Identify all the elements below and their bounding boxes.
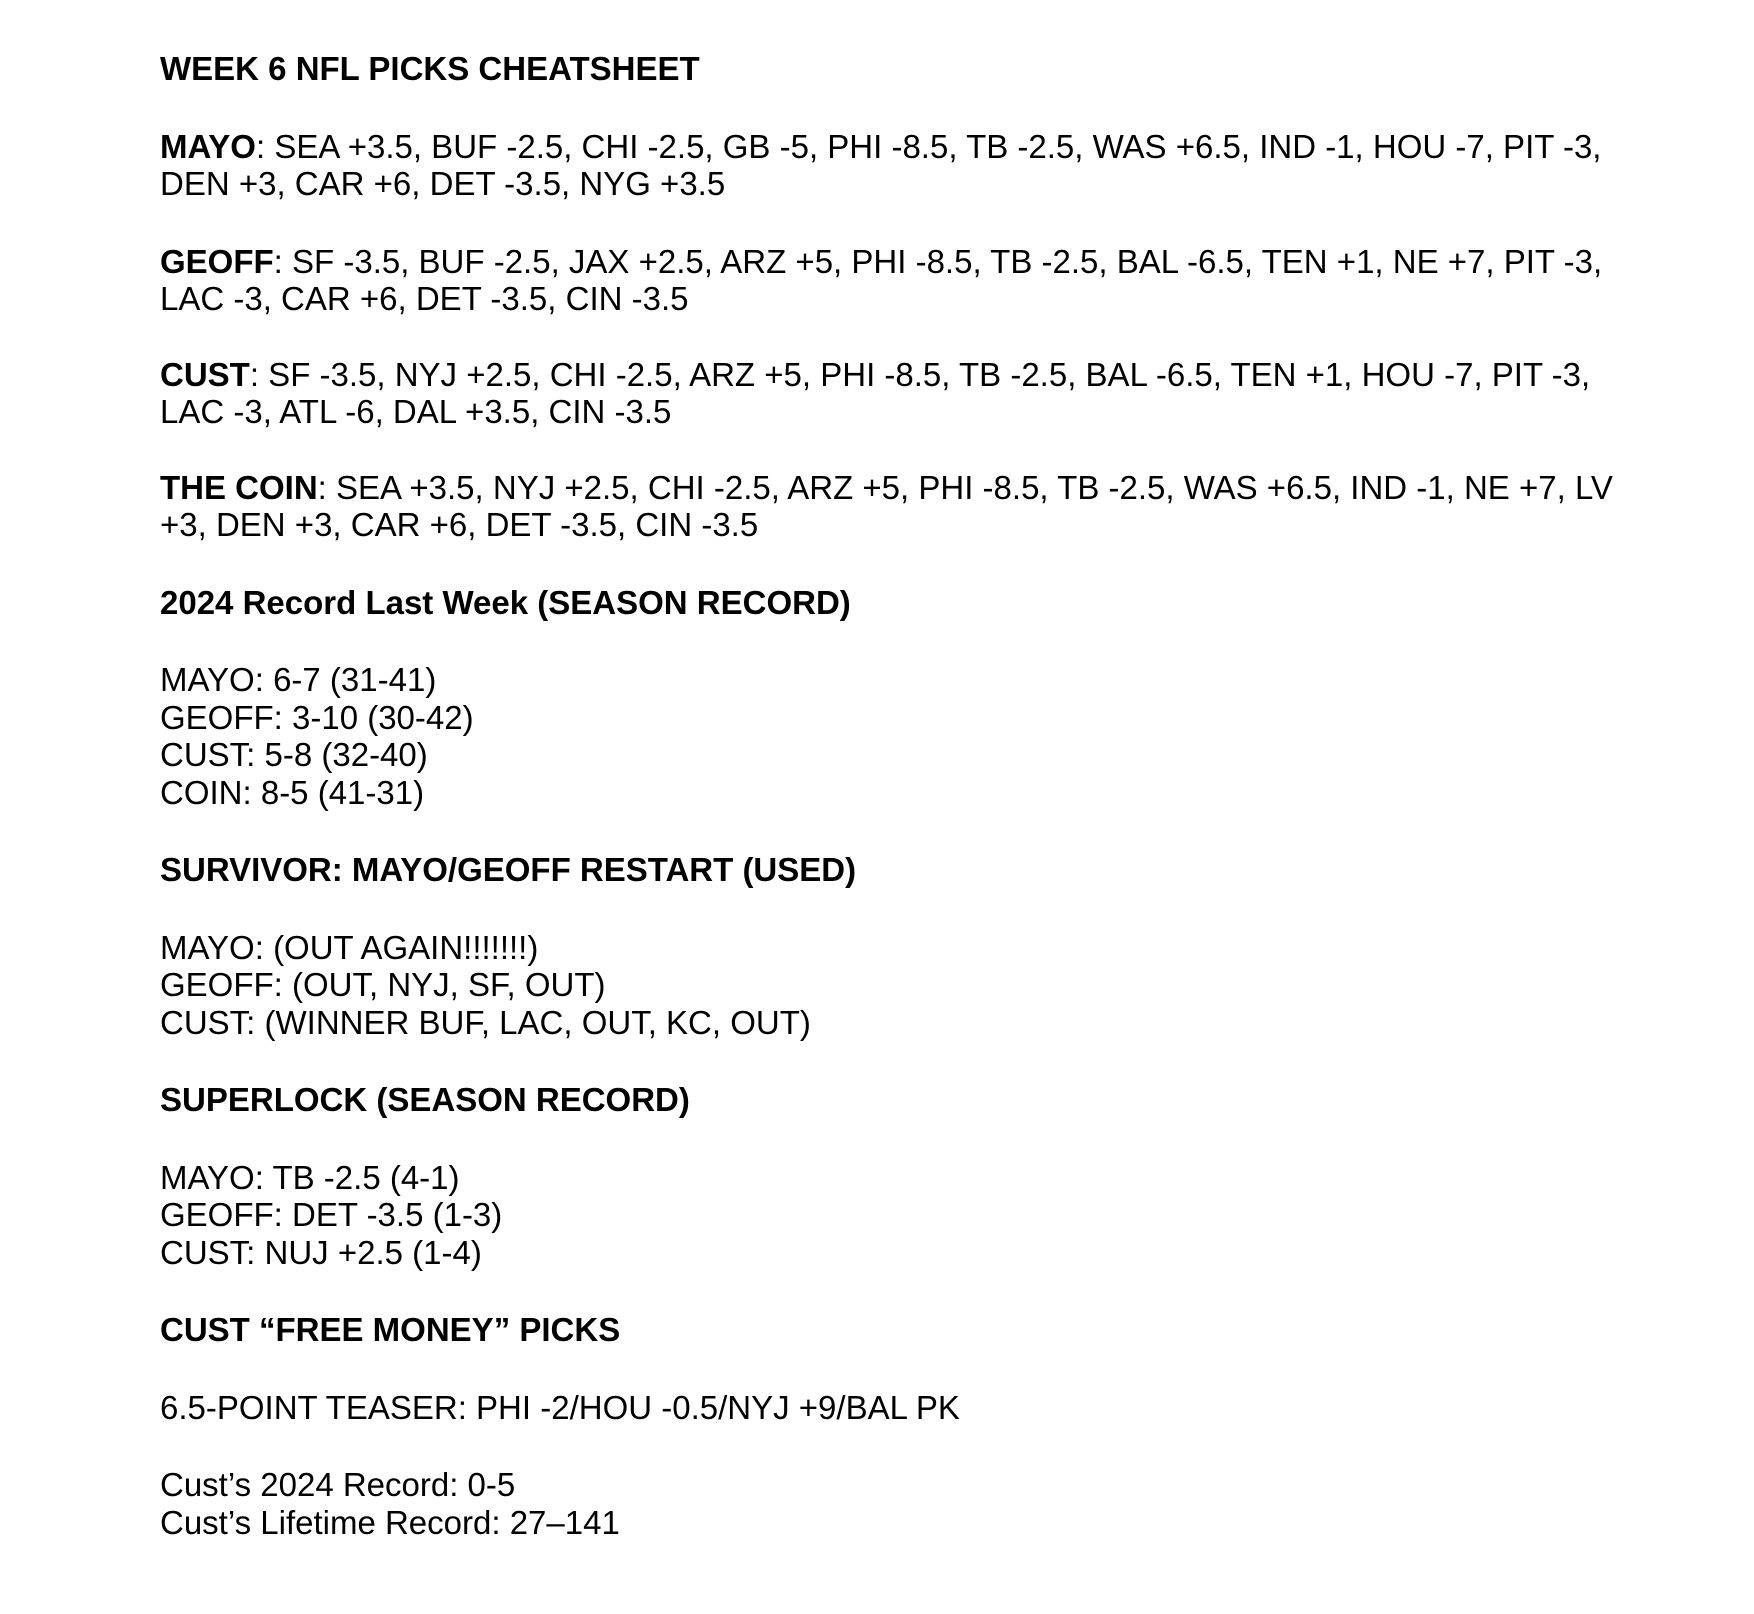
picker-name: CUST <box>160 355 250 393</box>
record-line: COIN: 8-5 (41-31) <box>160 773 425 811</box>
picker-name: MAYO <box>160 127 256 165</box>
picks-geoff <box>160 243 1630 318</box>
picker-name: THE COIN <box>160 468 318 506</box>
superlock-line: MAYO: TB -2.5 (4-1) <box>160 1158 460 1196</box>
document-page <box>160 50 1630 1541</box>
superlock-heading: SUPERLOCK (SEASON RECORD) <box>160 1081 690 1118</box>
picks-mayo <box>160 128 1630 203</box>
record-line: MAYO: 6-7 (31-41) <box>160 661 437 698</box>
survivor-line: GEOFF: (OUT, NYJ, SF, OUT) <box>160 966 606 1003</box>
picks-text: : SF -3.5, BUF -2.5, JAX +2.5, ARZ +5, PHI -8.5, TB -2.5, BAL -6.5, TEN +1, NE +7, PIT -3, LAC -3, CAR +6, DET -3.5, CIN -3.5 <box>160 242 1603 317</box>
cust-record-line: Cust’s Lifetime Record: 27–141 <box>160 1503 620 1541</box>
picker-name: GEOFF <box>160 242 274 280</box>
record-line: GEOFF: 3-10 (30-42) <box>160 698 474 736</box>
superlock-line: GEOFF: DET -3.5 (1-3) <box>160 1196 503 1233</box>
picks-text: : SEA +3.5, BUF -2.5, CHI -2.5, GB -5, PHI -8.5, TB -2.5, WAS +6.5, IND -1, HOU -7, PIT -3, DEN +3, CAR +6, DET -3.5, NYG +3.5 <box>160 127 1602 202</box>
survivor-line: MAYO: (OUT AGAIN!!!!!!!) <box>160 928 539 966</box>
document-title: WEEK 6 NFL PICKS CHEATSHEET <box>160 50 700 87</box>
survivor-line: CUST: (WINNER BUF, LAC, OUT, KC, OUT) <box>160 1003 811 1041</box>
picks-the-coin <box>160 469 1630 544</box>
survivor-heading: SURVIVOR: MAYO/GEOFF RESTART (USED) <box>160 851 857 888</box>
superlock-line: CUST: NUJ +2.5 (1-4) <box>160 1233 482 1271</box>
teaser-line: 6.5-POINT TEASER: PHI -2/HOU -0.5/NYJ +9/BAL PK <box>160 1388 960 1426</box>
picks-text: : SEA +3.5, NYJ +2.5, CHI -2.5, ARZ +5, PHI -8.5, TB -2.5, WAS +6.5, IND -1, NE +7, LV +3, DEN +3, CAR +6, DET -3.5, CIN -3.5 <box>160 468 1613 543</box>
picks-text: : SF -3.5, NYJ +2.5, CHI -2.5, ARZ +5, PHI -8.5, TB -2.5, BAL -6.5, TEN +1, HOU -7, PIT -3, LAC -3, ATL -6, DAL +3.5, CIN -3.5 <box>160 355 1591 430</box>
record-heading: 2024 Record Last Week (SEASON RECORD) <box>160 583 851 621</box>
free-money-heading: CUST “FREE MONEY” PICKS <box>160 1311 621 1348</box>
picks-cust <box>160 356 1630 431</box>
cust-record-line: Cust’s 2024 Record: 0-5 <box>160 1466 516 1503</box>
record-line: CUST: 5-8 (32-40) <box>160 736 428 773</box>
